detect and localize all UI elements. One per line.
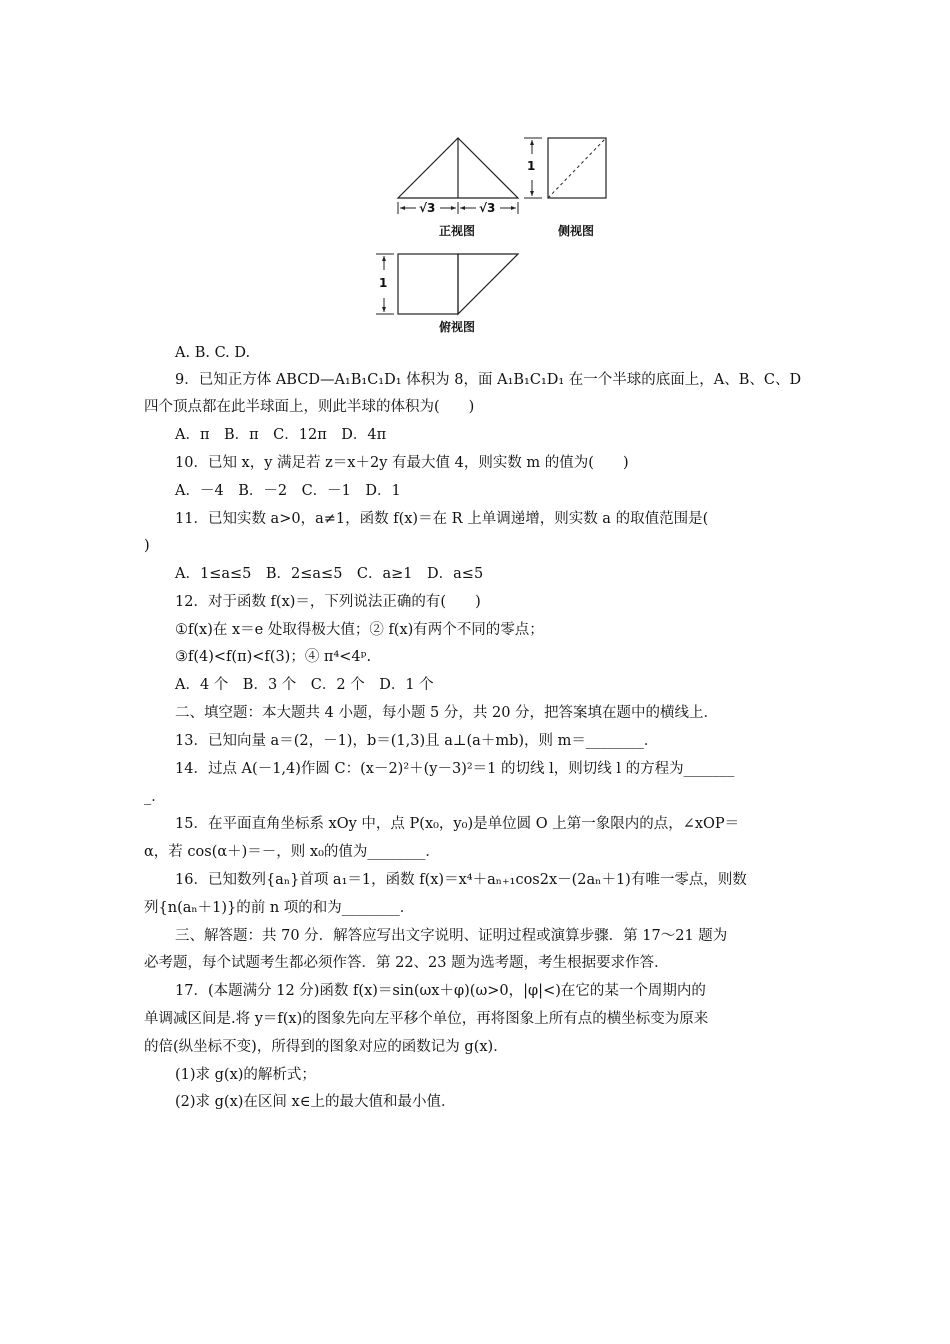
q17-stem-2: 单调减区间是.将 y＝f(x)的图象先向左平移个单位，再将图象上所有点的横坐标变为原来 xyxy=(144,1011,709,1027)
q16-stem-2: 列{n(aₙ＋1)}的前 n 项的和为________． xyxy=(144,900,415,916)
q17-part-2: (2)求 g(x)在区间 x∈上的最大值和最小值． xyxy=(175,1094,456,1110)
top-height-label: 1 xyxy=(379,276,388,290)
q9-options: A．π B．π C．12π D．4π xyxy=(175,427,387,443)
dim-left-label: √3 xyxy=(419,201,436,215)
q14-stem-2: _． xyxy=(144,789,166,805)
dim-right-label: √3 xyxy=(479,201,496,215)
three-view-figure xyxy=(360,128,620,338)
q15-stem-2: α，若 cos(α＋)＝－，则 x₀的值为________． xyxy=(144,844,440,860)
q9-stem-2: 四个顶点都在此半球面上，则此半球的体积为( ) xyxy=(144,399,475,415)
side-height-label: 1 xyxy=(527,159,536,173)
q10-stem: 10．已知 x，y 满足若 z＝x＋2y 有最大值 4，则实数 m 的值为( ) xyxy=(175,455,629,471)
q17-stem-1: 17．(本题满分 12 分)函数 f(x)＝sin(ωx＋φ)(ω>0，|φ|<)在它的某一个周期内的 xyxy=(175,983,706,999)
section-3-heading-1: 三、解答题：共 70 分．解答应写出文字说明、证明过程或演算步骤．第 17～21 题为 xyxy=(175,928,728,944)
section-3-heading-2: 必考题，每个试题考生都必须作答．第 22、23 题为选考题，考生根据要求作答． xyxy=(144,955,669,971)
q15-stem-1: 15．在平面直角坐标系 xOy 中，点 P(x₀，y₀)是单位圆 O 上第一象限内的点，∠xOP＝ xyxy=(175,816,740,832)
q12-statement-1: ①f(x)在 x＝e 处取得极大值；② f(x)有两个不同的零点； xyxy=(175,622,544,638)
section-2-heading: 二、填空题：本大题共 4 小题，每小题 5 分，共 20 分，把答案填在题中的横线上． xyxy=(175,705,719,721)
q14-stem-1: 14．过点 A(－1,4)作圆 C：(x－2)²＋(y－3)²＝1 的切线 l，则切线 l 的方程为_______ xyxy=(175,761,735,777)
q12-stem: 12．对于函数 f(x)＝，下列说法正确的有( ) xyxy=(175,594,481,610)
q17-part-1: (1)求 g(x)的解析式； xyxy=(175,1067,316,1083)
q9-stem-1: 9．已知正方体 ABCD—A₁B₁C₁D₁ 体积为 8，面 A₁B₁C₁D₁ 在一个半球的底面上，A、B、C、D xyxy=(175,372,802,388)
q8-options: A. B. C. D. xyxy=(175,345,251,361)
q11-stem-1: 11．已知实数 a>0，a≠1，函数 f(x)＝在 R 上单调递增，则实数 a 的取值范围是( xyxy=(175,511,709,527)
side-view-label: 侧视图 xyxy=(558,224,595,238)
q16-stem-1: 16．已知数列{aₙ}首项 a₁＝1，函数 f(x)＝x⁴＋aₙ₊₁cos2x－(2aₙ＋1)有唯一零点，则数 xyxy=(175,872,747,888)
front-view-label: 正视图 xyxy=(439,224,476,238)
top-view-label: 俯视图 xyxy=(439,320,476,334)
q11-stem-2: ) xyxy=(144,538,150,554)
q12-statement-2: ③f(4)<f(π)<f(3)；④ π⁴<4ᵖ. xyxy=(175,649,372,665)
q13-stem: 13．已知向量 a＝(2，－1)，b＝(1,3)且 a⊥(a＋mb)，则 m＝________． xyxy=(175,733,659,749)
q11-options: A．1≤a≤5 B．2≤a≤5 C．a≥1 D．a≤5 xyxy=(175,566,484,582)
q10-options: A．－4 B．－2 C．－1 D．1 xyxy=(175,483,401,499)
q12-options: A．4 个 B．3 个 C．2 个 D．1 个 xyxy=(175,677,434,693)
q17-stem-3: 的倍(纵坐标不变)，所得到的图象对应的函数记为 g(x)． xyxy=(144,1039,508,1055)
